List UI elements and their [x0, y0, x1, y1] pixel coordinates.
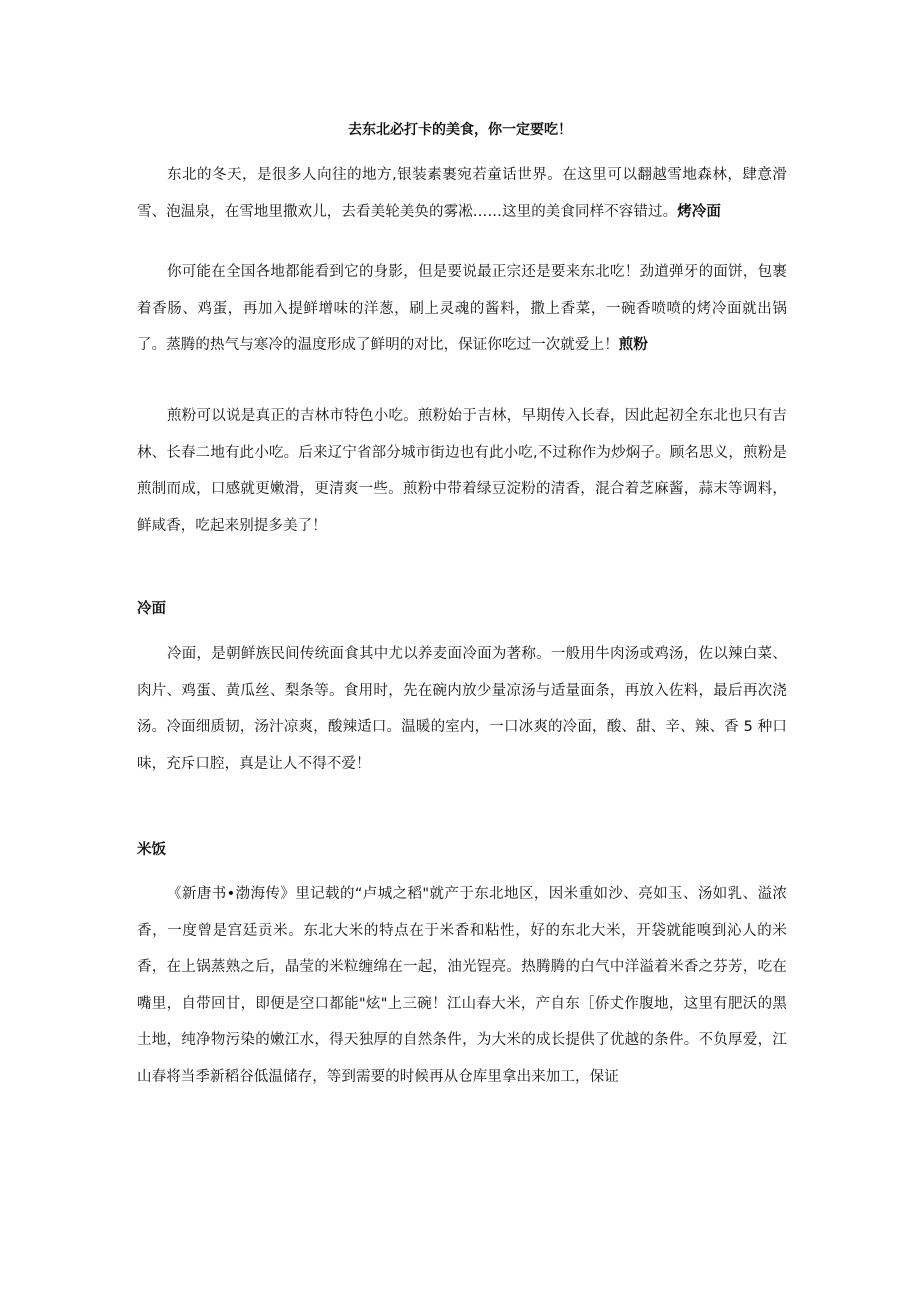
heading-jianfen: 煎粉	[618, 337, 648, 353]
page-title: 去东北必打卡的美食，你一定要吃！	[348, 122, 572, 138]
paragraph-lengmian: 冷面，是朝鲜族民间传统面食其中尤以养麦面冷面为著称。一般用牛肉汤或鸡汤，佐以辣白菜、肉片、鸡蛋、黄瓜丝、梨条等。食用时，先在碗内放少量凉汤与适量面条，再放入佐料，最后再次浇汤。冷面细质韧，汤汁凉爽，酸辣适口。温暖的室内，一口冰爽的冷面，酸、甜、辛、辣、香 5 种口味，充斥口腔，真是让人不得不爱！	[137, 646, 787, 772]
paragraph-intro	[137, 157, 787, 230]
paragraph-kaolengmian-text: 你可能在全国各地都能看到它的身影，但是要说最正宗还是要来东北吃！劲道弹牙的面饼，包裹着香肠、鸡蛋，再加入提鲜增味的洋葱，刷上灵魂的酱料，撒上香菜，一碗香喷喷的烤冷面就出锅了。蒸腾的热气与寒冷的温度形成了鲜明的对比，保证你吃过一次就爱上！	[137, 264, 787, 353]
paragraph-intro-text: 东北的冬天，是很多人向往的地方,银装素裹宛若童话世界。在这里可以翻越雪地森林，肆意滑雪、泡温泉，在雪地里撒欢儿，去看美轮美奂的雾凇……这里的美食同样不容错过。	[137, 167, 787, 220]
paragraph-kaolengmian	[137, 254, 787, 364]
paragraph-mifan: 《新唐书•渤海传》里记载的“卢城之稻"就产于东北地区，因米重如沙、亮如玉、汤如乳、溢浓香，一度曾是宫廷贡米。东北大米的特点在于米香和粘性，好的东北大米，开袋就能嗅到沁人的米香，在上锅蒸熟之后，晶莹的米粒缠绵在一起，油光锃亮。热腾腾的白气中洋溢着米香之芬芳，吃在嘴里，自带回甘，即便是空口都能"炫"上三碗！江山春大米，产自东［侨𠀋作腹地，这里有肥沃的黑土地，纯净物污染的嫩江水，得天独厚的自然条件，为大米的成长提供了优越的条件。不负厚爱，江山春将当季新稻谷低温储存，等到需要的时候再从仓库里拿出来加工，保证	[137, 886, 787, 1085]
paragraph-jianfen: 煎粉可以说是真正的吉林市特色小吃。煎粉始于吉林，早期传入长春，因此起初全东北也只有吉林、长春二地有此小吃。后来辽宁省部分城市街边也有此小吃,不过称作为炒焖子。顾名思义，煎粉是煎制而成，口感就更嫩滑，更清爽一些。煎粉中带着绿豆淀粉的清香，混合着芝麻酱，蒜末等调料，鲜咸香，吃起来别提多美了！	[137, 408, 787, 534]
heading-lengmian: 冷面	[137, 601, 166, 617]
heading-mifan: 米饭	[137, 842, 166, 858]
heading-kaolengmian: 烤冷面	[677, 203, 722, 220]
